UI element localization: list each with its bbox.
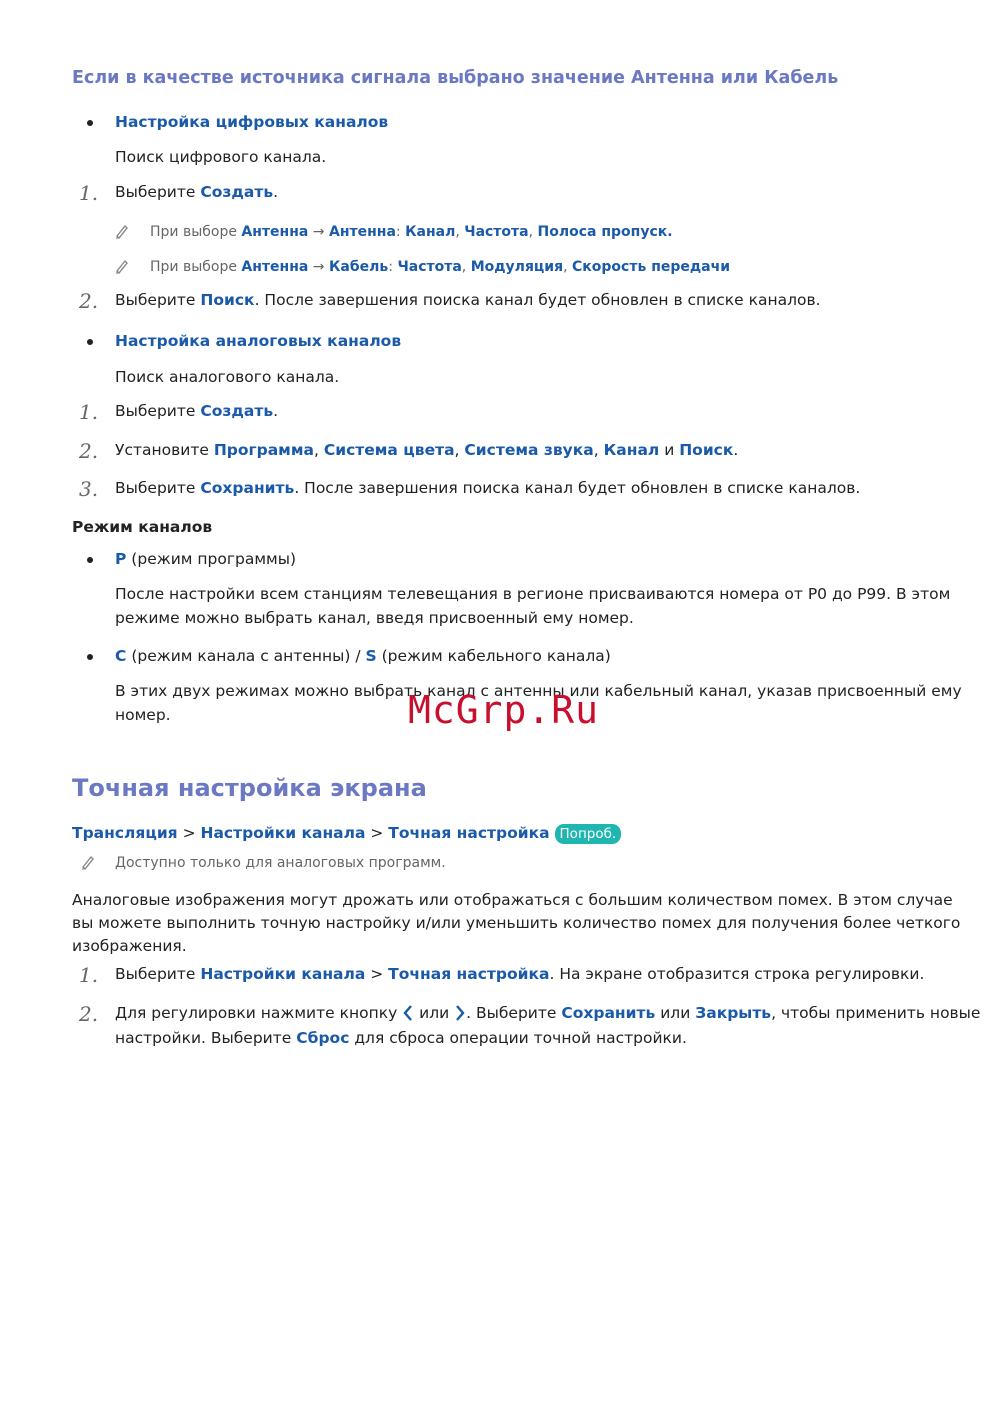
pencil-icon: [80, 854, 94, 870]
digital-step2: Выберите Поиск. После завершения поиска канал будет обновлен в списке каналов.: [115, 291, 821, 309]
note-analog-only: Доступно только для аналоговых программ.: [115, 855, 446, 871]
pencil-icon: [114, 258, 128, 274]
fine-step1: Выберите Настройки канала > Точная настройка. На экране отобразится строка регулировки.: [115, 965, 925, 983]
bullet: [87, 654, 93, 660]
bullet: [87, 339, 93, 345]
breadcrumb-link[interactable]: Настройки канала: [200, 824, 366, 842]
step-number: 2.: [79, 1002, 99, 1026]
breadcrumb-link[interactable]: Трансляция: [72, 824, 178, 842]
pencil-icon: [114, 223, 128, 239]
section-heading: Если в качестве источника сигнала выбрано значение Антенна или Кабель: [72, 68, 839, 88]
mode-p-desc-line2: режиме можно выбрать канал, введя присвоенный ему номер.: [115, 609, 634, 627]
mode-cs-desc-line2: номер.: [115, 706, 171, 724]
analog-desc: Поиск аналогового канала.: [115, 368, 340, 386]
digital-title: Настройка цифровых каналов: [115, 113, 389, 131]
step-number: 1.: [79, 181, 99, 205]
watermark: McGrp.Ru: [408, 688, 600, 732]
digital-step1: Выберите Создать.: [115, 183, 279, 201]
note-cable: При выборе Антенна → Кабель: Частота, Модуляция, Скорость передачи: [150, 259, 731, 275]
step-number: 2.: [79, 289, 99, 313]
analog-title: Настройка аналоговых каналов: [115, 332, 402, 350]
mode-cs: C (режим канала с антенны) / S (режим кабельного канала): [115, 647, 611, 665]
step-number: 1.: [79, 963, 99, 987]
analog-step1: Выберите Создать.: [115, 402, 279, 420]
bullet: [87, 120, 93, 126]
fine-step2-line1: Для регулировки нажмите кнопку или . Выберите Сохранить или Закрыть, чтобы применить новые: [115, 1004, 981, 1022]
breadcrumb-link[interactable]: Точная настройка: [388, 824, 550, 842]
note-antenna: При выборе Антенна → Антенна: Канал, Частота, Полоса пропуск.: [150, 224, 673, 240]
bullet: [87, 557, 93, 563]
analog-step3: Выберите Сохранить. После завершения поиска канал будет обновлен в списке каналов.: [115, 479, 861, 497]
paragraph-line2: вы можете выполнить точную настройку и/или уменьшить количество помех для получения более четкого: [72, 914, 961, 932]
paragraph-line3: изображения.: [72, 937, 187, 955]
digital-desc: Поиск цифрового канала.: [115, 148, 327, 166]
mode-cs-desc-line1: В этих двух режимах можно выбрать канал с антенны или кабельный канал, указав присвоенный ему: [115, 682, 962, 700]
mode-p-desc-line1: После настройки всем станциям телевещания в регионе присваиваются номера от P0 до P99. В этом: [115, 585, 951, 603]
try-now-badge[interactable]: Попроб.: [555, 824, 622, 844]
chevron-left-icon: [402, 1004, 414, 1022]
mode-p: P (режим программы): [115, 550, 296, 568]
paragraph-line1: Аналоговые изображения могут дрожать или отображаться с большим количеством помех. В этом случае: [72, 891, 953, 909]
section-heading-fine-tune: Точная настройка экрана: [72, 774, 427, 802]
step-number: 1.: [79, 400, 99, 424]
step-number: 2.: [79, 439, 99, 463]
modes-heading: Режим каналов: [72, 518, 213, 536]
link-create: Создать: [200, 183, 274, 201]
analog-step2: Установите Программа, Система цвета, Система звука, Канал и Поиск.: [115, 441, 739, 459]
fine-step2-line2: настройки. Выберите Сброс для сброса операции точной настройки.: [115, 1029, 687, 1047]
breadcrumb: Трансляция > Настройки канала > Точная настройка Попроб.: [72, 822, 621, 844]
chevron-right-icon: [454, 1004, 466, 1022]
step-number: 3.: [79, 477, 99, 501]
